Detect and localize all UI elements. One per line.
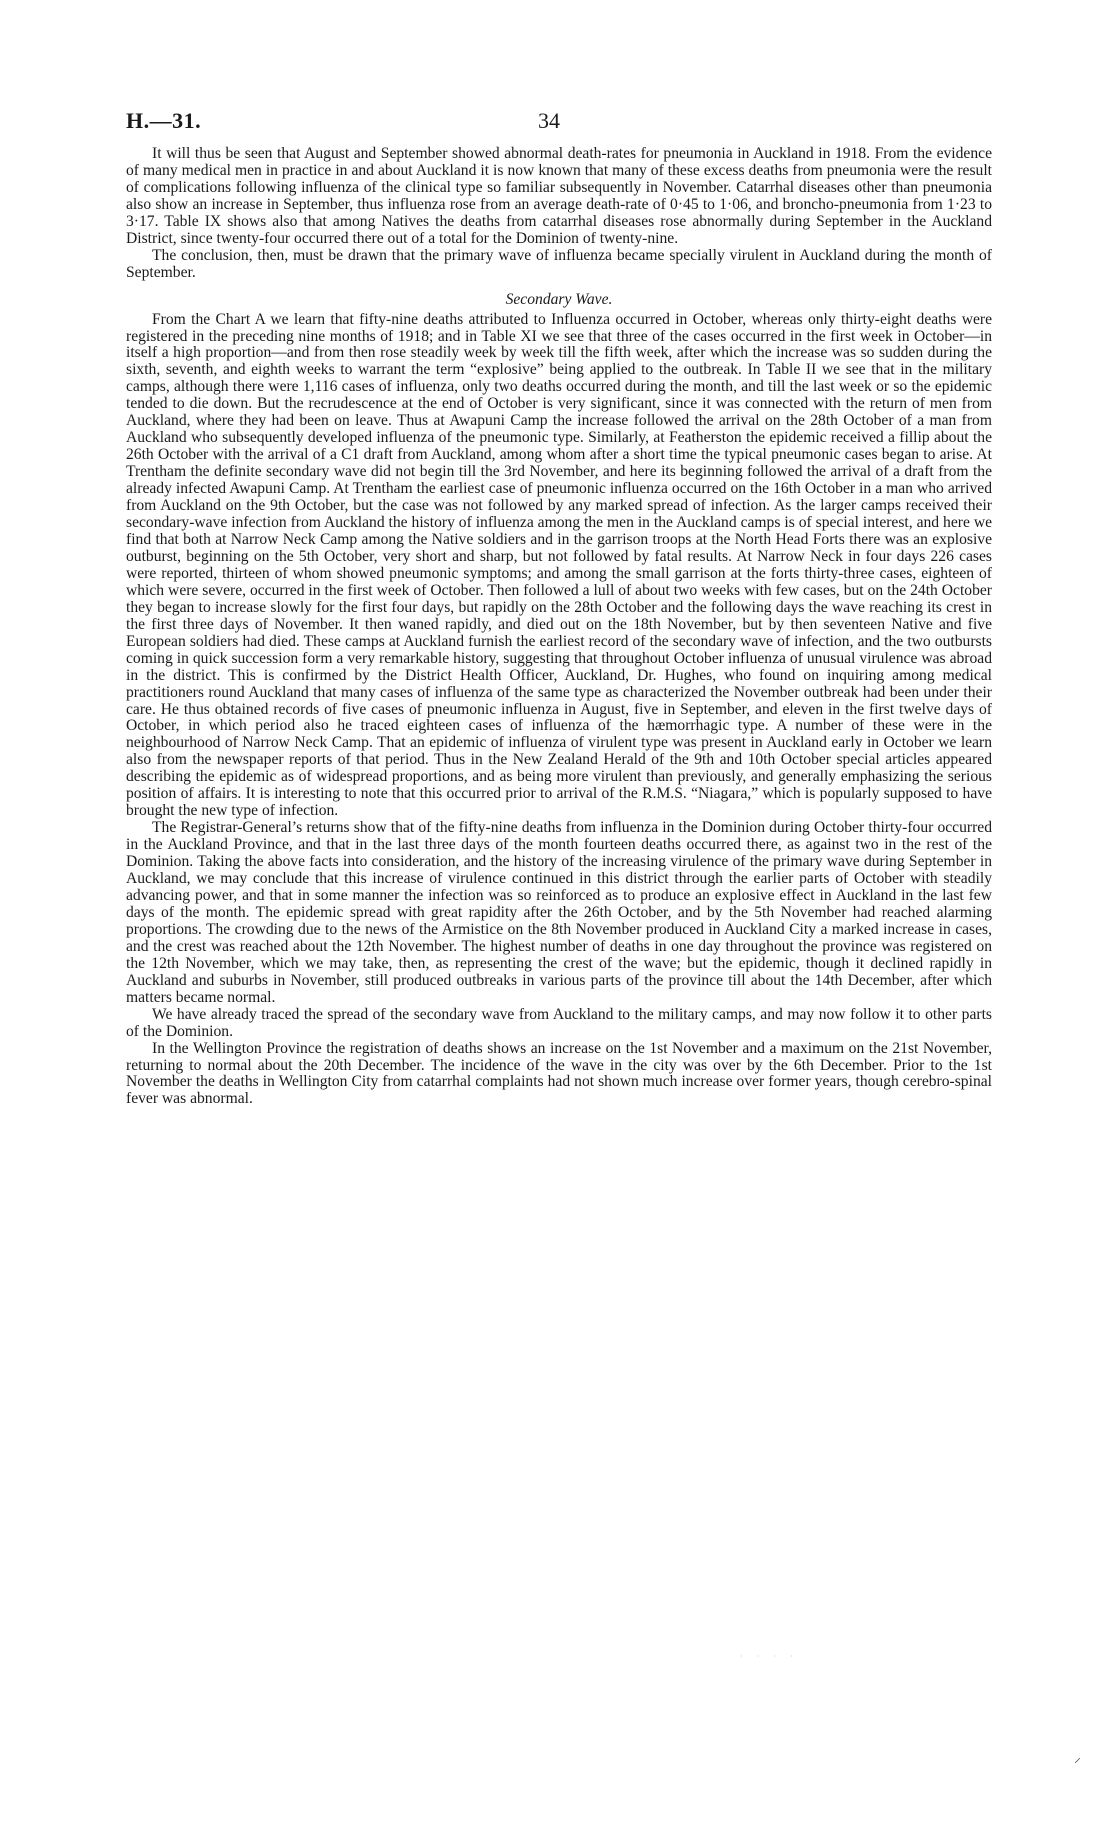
corner-scan-mark: ⸝ <box>1074 1751 1081 1766</box>
paragraph-secondary-wave-camps: From the Chart A we learn that fifty-nine deaths attributed to Influenza occurred in October, whereas only thirty-eight deaths were registered in the preceding nine months of 1918; and in Table XI we see that three of the cases occurred in the first week in October—in itself a high proportion—and from then rose steadily week by week till the fifth week, after which the increase was so sudden during the sixth, seventh, and eighth weeks to warrant the term “explosive” being applied to the outbreak. In Table II we see that in the military camps, although there were 1,116 cases of influenza, only two deaths occurred during the month, and till the last week or so the epidemic tended to die down. But the recrudescence at the end of October is very significant, since it was connected with the return of men from Auckland, where they had been on leave. Thus at Awapuni Camp the increase followed the arrival on the 28th October of a man from Auckland who subsequently developed influenza of the pneumonic type. Similarly, at Featherston the epidemic received a fillip about the 26th October with the arrival of a C1 draft from Auckland, among whom after a short time the typical pneumonic cases began to arise. At Trentham the definite secondary wave did not begin till the 3rd November, and here its beginning followed the arrival of a draft from the already infected Awapuni Camp. At Trentham the earliest case of pneumonic influenza occurred on the 16th October in a man who arrived from Auckland on the 9th October, but the case was not followed by any marked spread of infection. As the larger camps received their secondary-wave infection from Auckland the history of influenza among the men in the Auckland camps is of special interest, and here we find that both at Narrow Neck Camp among the Native soldiers and in the garrison troops at the North Head Forts there was an explosive outburst, beginning on the 5th October, very short and sharp, but not followed by fatal results. At Narrow Neck in four days 226 cases were reported, thirteen of whom showed pneumonic symptoms; and among the small garrison at the forts thirty-three cases, eighteen of which were severe, occurred in the first week of October. Then followed a lull of about two weeks with few cases, but on the 24th October they began to increase slowly for the first four days, but rapidly on the 28th October and the following days the wave reaching its crest in the first three days of November. It then waned rapidly, and died out on the 18th November, but by then seventeen Native and five European soldiers had died. These camps at Auckland furnish the earliest record of the secondary wave of infection, and the two outbursts coming in quick succession form a very remarkable history, suggesting that throughout October influenza of unusual virulence was abroad in the district. This is confirmed by the District Health Officer, Auckland, Dr. Hughes, who found on inquiring among medical practitioners round Auckland that many cases of influenza of the same type as characterized the November outbreak had been under their care. He thus obtained records of five cases of pneumonic influenza in August, five in September, and eleven in the first twelve days of October, in which period also he traced eighteen cases of influenza of the hæmorrhagic type. A number of these were in the neighbourhood of Narrow Neck Camp. That an epidemic of influenza of virulent type was present in Auckland early in October we learn also from the newspaper reports of that period. Thus in the New Zealand Herald of the 9th and 10th October special articles appeared describing the epidemic as of widespread proportions, and as being more virulent than previously, and generally emphasizing the serious position of affairs. It is interesting to note that this occurred prior to arrival of the R.M.S. “Niagara,” which is popularly supposed to have brought the new type of infection. <box>126 310 992 820</box>
document-reference: H.—31. <box>126 108 202 133</box>
body-text <box>126 146 992 1108</box>
section-heading-secondary-wave: Secondary Wave. <box>505 290 613 308</box>
paragraph-registrar-general-returns: The Registrar-General’s returns show that of the fifty-nine deaths from influenza in the Dominion during October thirty-four occurred in the Auckland Province, and that in the last three days of the month fourteen deaths occurred there, as against two in the rest of the Dominion. Taking the above facts into consideration, and the history of the increasing virulence of the primary wave during September in Auckland, we may conclude that this increase of virulence continued in this district through the earlier parts of October with steadily advancing power, and that in some manner the infection was so reinforced as to produce an explosive effect in Auckland in the last few days of the month. The epidemic spread with great rapidity after the 26th October, and by the 5th November had reached alarming proportions. The crowding due to the news of the Armistice on the 8th November produced in Auckland City a marked increase in cases, and the crest was reached about the 12th November. The highest number of deaths in one day throughout the province was registered on the 12th November, which we may take, then, as representing the crest of the wave; but the epidemic, though it declined rapidly in Auckland and suburbs in November, still produced outbreaks in various parts of the province till about the 14th December, after which matters became normal. <box>126 819 992 1006</box>
paragraph-pneumonia-deathrates: It will thus be seen that August and September showed abnormal death-rates for pneumonia in Auckland in 1918. From the evidence of many medical men in practice in and about Auckland it is now known that many of these excess deaths from pneumonia were the result of complications following influenza of the clinical type so familiar subsequently in November. Catarrhal diseases other than pneumonia also show an increase in September, thus influenza rose from an average death-rate of 0·45 to 1·06, and broncho-pneumonia from 1·23 to 3·17. Table IX shows also that among Natives the deaths from catarrhal diseases rose abnormally during September in the Auckland District, since twenty-four occurred there out of a total for the Dominion of twenty-nine. <box>126 145 992 247</box>
scan-artifact-marks: · · · · <box>740 1652 799 1661</box>
page-header <box>126 108 996 138</box>
paragraph-wellington-province: In the Wellington Province the registration of deaths shows an increase on the 1st November and a maximum on the 21st November, returning to normal about the 20th December. The incidence of the wave in the city was over by the 6th December. Prior to the 1st November the deaths in Wellington City from catarrhal complaints had not shown much increase over former years, though cerebro-spinal fever was abnormal. <box>126 1039 992 1108</box>
paragraph-spread-to-dominion: We have already traced the spread of the secondary wave from Auckland to the military camps, and may now follow it to other parts of the Dominion. <box>126 1005 992 1040</box>
paragraph-primary-wave-conclusion: The conclusion, then, must be drawn that the primary wave of influenza became specially virulent in Auckland during the month of September. <box>126 246 992 281</box>
page-number: 34 <box>538 108 560 133</box>
